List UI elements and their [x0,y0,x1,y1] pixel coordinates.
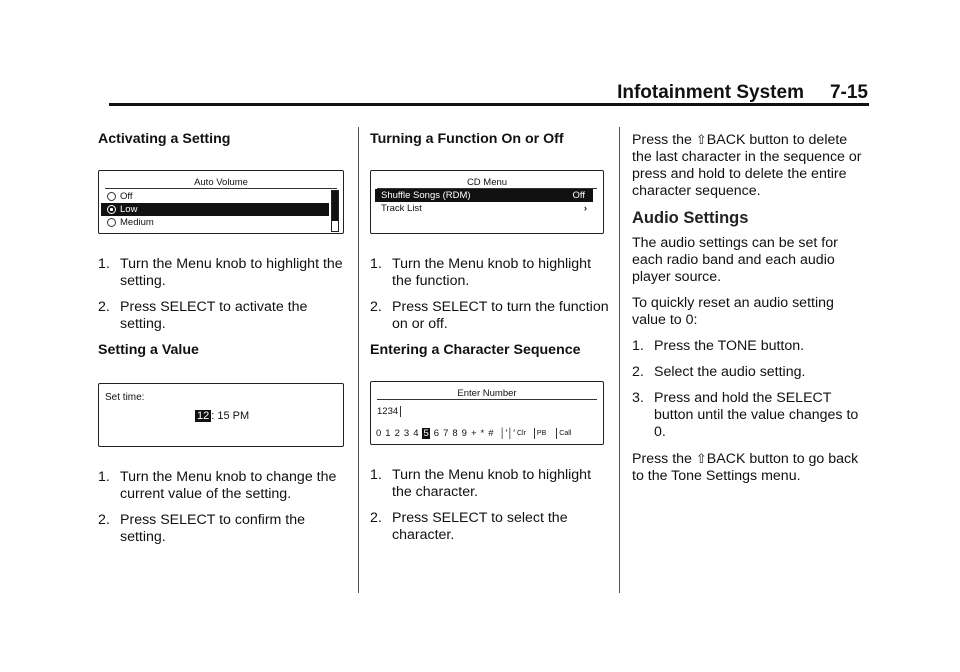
char-key[interactable]: 1 [385,428,391,439]
option-off[interactable]: Off [101,190,329,203]
option-medium[interactable]: Medium [101,216,329,229]
entry-field: 1234 [377,403,401,420]
steps-setting-value [98,469,346,546]
screen-title: CD Menu [466,177,508,188]
set-time-label: Set time: [105,392,145,403]
header-rule [109,103,869,106]
list-item: 1. Press the TONE button. [632,338,805,354]
page-number: 7-15 [829,82,868,103]
char-key[interactable]: 6 [433,428,440,439]
list-item: 1. Turn the Menu knob to highlight the function. [370,256,592,289]
heading-function-onoff: Turning a Function On or Off [370,131,564,147]
list-item: 2. Press SELECT to turn the function on or off. [370,299,609,332]
scrollbar-thumb[interactable] [332,191,338,221]
chevron-right-icon: › [583,203,587,214]
list-item: 2. Press SELECT to activate the setting. [98,299,308,332]
char-list [376,425,498,442]
list-item: 2. Press SELECT to select the character. [370,510,568,543]
option-low[interactable]: Low [101,203,329,216]
paragraph-audio: The audio settings can be set for each radio band and each audio player source. [632,235,838,285]
hour-field[interactable]: 12 [197,410,210,422]
phonebook-button[interactable]: PB [536,430,547,437]
cd-menu-screen [370,170,604,234]
scrollbar[interactable] [331,190,339,232]
char-key[interactable]: 3 [403,428,410,439]
cursor-icon [400,406,401,417]
enter-number-screen [370,381,604,445]
char-key[interactable]: 4 [413,428,419,439]
menu-item-track-list[interactable]: Track List › [381,203,587,214]
char-key[interactable]: + [470,428,477,439]
list-item: 1. Turn the Menu knob to change the current value of the setting. [98,469,337,502]
clear-button[interactable]: Clr [516,430,526,437]
heading-setting-value: Setting a Value [98,342,199,358]
set-time-screen [98,383,344,447]
time-rest: : 15 PM [211,410,250,422]
time-value [195,408,249,425]
column-3 [632,131,864,494]
char-key[interactable]: 7 [443,428,449,439]
char-key[interactable]: # [488,428,494,439]
char-key[interactable]: 5 [423,428,429,439]
heading-activating-setting: Activating a Setting [98,131,231,147]
character-row [376,425,571,442]
heading-character-sequence: Entering a Character Sequence [370,342,581,358]
list-item: 1. Turn the Menu knob to highlight the setting. [98,256,343,289]
header-title: Infotainment System [617,82,804,103]
column-2 [370,131,610,553]
list-item: 2. Select the audio setting. [632,364,806,380]
column-1 [98,131,346,555]
auto-volume-screen [98,170,344,234]
column-divider-1 [358,127,359,593]
column-divider-2 [619,127,620,593]
screen-title: Enter Number [457,388,517,399]
heading-audio-settings: Audio Settings [632,209,749,227]
menu-item-shuffle[interactable]: Shuffle Songs (RDM) Off [375,189,593,202]
screen-title: Auto Volume [194,177,248,188]
call-button[interactable]: Call [559,430,572,437]
char-key[interactable]: 9 [461,428,467,439]
back-arrow-icon: ⇧ [695,451,707,466]
char-key[interactable]: * [480,428,485,439]
char-key[interactable]: 0 [376,428,382,439]
steps-activating [98,256,346,333]
space-icon[interactable]: │′│′ [499,428,515,439]
back-arrow-icon: ⇧ [695,132,707,147]
paragraph-reset: To quickly reset an audio setting value to 0: [632,295,834,328]
paragraph-back-tone: Press the ⇧BACK button to go back to the Tone Settings menu. [632,451,859,484]
list-item: 3. Press and hold the SELECT button until the value changes to 0. [632,390,859,440]
page-header [617,82,868,104]
radio-icon [107,192,116,201]
char-key[interactable]: 8 [452,428,458,439]
char-key[interactable]: 2 [394,428,400,439]
steps-character [370,467,610,544]
steps-reset [632,338,864,441]
radio-icon [107,218,116,227]
radio-selected-icon [107,205,116,214]
list-item: 2. Press SELECT to confirm the setting. [98,512,306,545]
list-item: 1. Turn the Menu knob to highlight the character. [370,467,592,500]
steps-function [370,256,610,333]
paragraph-back-delete: Press the ⇧BACK button to delete the last character in the sequence or press and hold to delete the entire character sequence. [632,132,862,199]
